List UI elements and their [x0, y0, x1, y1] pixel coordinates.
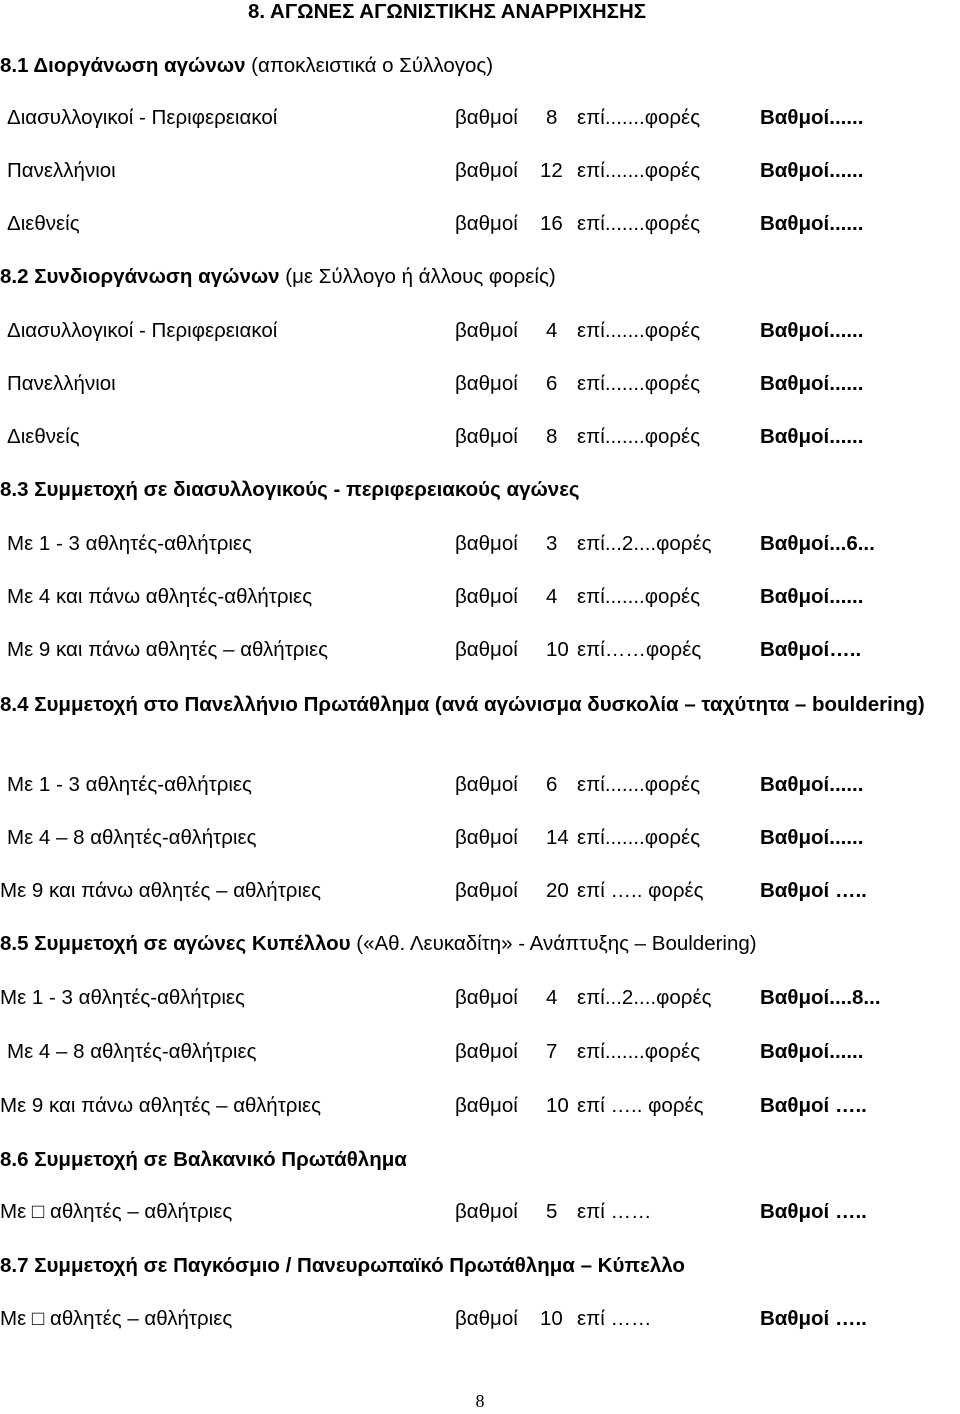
row-times: επί...2....φορές [577, 532, 712, 555]
row-times: επί.......φορές [577, 372, 701, 395]
row-label: Με 9 και πάνω αθλητές – αθλήτριες [7, 638, 329, 661]
row-label: Με 1 - 3 αθλητές-αθλήτριες [7, 773, 252, 796]
row-points: 10 [546, 638, 569, 661]
row-times: επί.......φορές [577, 319, 701, 342]
section-number: 8.2 [0, 265, 29, 288]
row-points: 3 [546, 532, 558, 555]
row-total: Βαθμοί….. [760, 638, 862, 661]
row-points: 20 [546, 879, 569, 902]
section-8-5-heading [0, 932, 757, 956]
row-bathmoi: βαθμοί [455, 986, 518, 1009]
row-times: επί.......φορές [577, 212, 701, 235]
row-points: 8 [546, 106, 558, 129]
row-points: 4 [546, 986, 558, 1009]
row-label: Διεθνείς [7, 212, 80, 235]
row-bathmoi: βαθμοί [455, 879, 518, 902]
section-8-7-heading: 8.7 Συμμετοχή σε Παγκόσμιο / Πανευρωπαϊκό Πρωτάθλημα – Κύπελλο [0, 1254, 685, 1277]
row-total: Βαθμοί...... [760, 826, 864, 849]
row-bathmoi: βαθμοί [455, 1094, 518, 1117]
section-title: 8.5 Συμμετοχή σε αγώνες Κυπέλλου [0, 932, 351, 955]
row-total: Βαθμοί...... [760, 773, 864, 796]
row-points: 5 [546, 1200, 558, 1223]
section-number: 8.1 [0, 54, 29, 77]
row-label: Με 4 – 8 αθλητές-αθλήτριες [7, 826, 257, 849]
row-label: Με 4 και πάνω αθλητές-αθλήτριες [7, 585, 313, 608]
row-times: επί.......φορές [577, 159, 701, 182]
row-points: 4 [546, 585, 558, 608]
row-label: Με 4 – 8 αθλητές-αθλήτριες [7, 1040, 257, 1063]
row-total: Βαθμοί...... [760, 106, 864, 129]
row-bathmoi: βαθμοί [455, 212, 518, 235]
row-bathmoi: βαθμοί [455, 1307, 518, 1330]
section-note: (με Σύλλογο ή άλλους φορείς) [279, 265, 556, 288]
row-points: 4 [546, 319, 558, 342]
row-total: Βαθμοί ….. [760, 1200, 867, 1223]
section-8-2-heading [0, 265, 556, 289]
row-points: 8 [546, 425, 558, 448]
row-total: Βαθμοί ….. [760, 1094, 867, 1117]
row-points: 16 [540, 212, 563, 235]
section-8-1-heading [0, 54, 493, 78]
row-label: Με 9 και πάνω αθλητές – αθλήτριες [0, 1094, 322, 1117]
row-times: επί……φορές [577, 638, 702, 661]
row-total: Βαθμοί...... [760, 372, 864, 395]
row-label: Με 9 και πάνω αθλητές – αθλήτριες [0, 879, 322, 902]
row-times: επί...2....φορές [577, 986, 712, 1009]
row-times: επί.......φορές [577, 773, 701, 796]
row-times: επί.......φορές [577, 425, 701, 448]
row-points: 10 [540, 1307, 563, 1330]
row-times: επί.......φορές [577, 585, 701, 608]
row-times: επί.......φορές [577, 826, 701, 849]
row-bathmoi: βαθμοί [455, 159, 518, 182]
row-points: 6 [546, 773, 558, 796]
section-8-6-heading: 8.6 Συμμετοχή σε Βαλκανικό Πρωτάθλημα [0, 1148, 407, 1171]
row-total: Βαθμοί...6... [760, 532, 875, 555]
row-bathmoi: βαθμοί [455, 773, 518, 796]
row-bathmoi: βαθμοί [455, 106, 518, 129]
row-points: 7 [546, 1040, 558, 1063]
row-points: 6 [546, 372, 558, 395]
section-8-3-heading: 8.3 Συμμετοχή σε διασυλλογικούς - περιφερειακούς αγώνες [0, 478, 580, 501]
row-bathmoi: βαθμοί [455, 425, 518, 448]
row-bathmoi: βαθμοί [455, 532, 518, 555]
row-times: επί.......φορές [577, 1040, 701, 1063]
row-times: επί ….. φορές [577, 1094, 704, 1117]
row-bathmoi: βαθμοί [455, 1040, 518, 1063]
row-total: Βαθμοί...... [760, 159, 864, 182]
row-points: 14 [546, 826, 569, 849]
row-total: Βαθμοί....8... [760, 986, 881, 1009]
row-label: Διασυλλογικοί - Περιφερειακοί [7, 319, 278, 342]
section-title: Συνδιοργάνωση αγώνων [28, 265, 280, 288]
row-times: επί …… [577, 1200, 652, 1223]
section-8-4-heading: 8.4 Συμμετοχή στο Πανελλήνιο Πρωτάθλημα (ανά αγώνισμα δυσκολία – ταχύτητα – bouldering) [0, 693, 925, 716]
row-label: Με 1 - 3 αθλητές-αθλήτριες [0, 986, 245, 1009]
row-total: Βαθμοί...... [760, 1040, 864, 1063]
row-bathmoi: βαθμοί [455, 585, 518, 608]
row-total: Βαθμοί...... [760, 319, 864, 342]
row-label: Διασυλλογικοί - Περιφερειακοί [7, 106, 278, 129]
row-points: 12 [540, 159, 563, 182]
section-note: («Αθ. Λευκαδίτη» - Ανάπτυξης – Bouldering) [350, 932, 757, 955]
row-points: 10 [546, 1094, 569, 1117]
page-number: 8 [475, 1391, 485, 1411]
section-title: Διοργάνωση αγώνων [28, 54, 246, 77]
row-total: Βαθμοί...... [760, 212, 864, 235]
row-times: επί ….. φορές [577, 879, 704, 902]
row-bathmoi: βαθμοί [455, 1200, 518, 1223]
row-label: Πανελλήνιοι [7, 159, 116, 182]
row-label: Με 1 - 3 αθλητές-αθλήτριες [7, 532, 252, 555]
row-times: επί.......φορές [577, 106, 701, 129]
row-total: Βαθμοί...... [760, 585, 864, 608]
row-bathmoi: βαθμοί [455, 826, 518, 849]
row-label: Διεθνείς [7, 425, 80, 448]
row-total: Βαθμοί ….. [760, 1307, 867, 1330]
row-total: Βαθμοί ….. [760, 879, 867, 902]
row-total: Βαθμοί...... [760, 425, 864, 448]
section-note: (αποκλειστικά ο Σύλλογος) [245, 54, 494, 77]
row-label: Με □ αθλητές – αθλήτριες [0, 1307, 233, 1330]
row-label: Πανελλήνιοι [7, 372, 116, 395]
row-label: Με □ αθλητές – αθλήτριες [0, 1200, 233, 1223]
page-title: 8. ΑΓΩΝΕΣ ΑΓΩΝΙΣΤΙΚΗΣ ΑΝΑΡΡΙΧΗΣΗΣ [248, 0, 647, 23]
row-bathmoi: βαθμοί [455, 638, 518, 661]
row-bathmoi: βαθμοί [455, 372, 518, 395]
row-times: επί …… [577, 1307, 652, 1330]
row-bathmoi: βαθμοί [455, 319, 518, 342]
